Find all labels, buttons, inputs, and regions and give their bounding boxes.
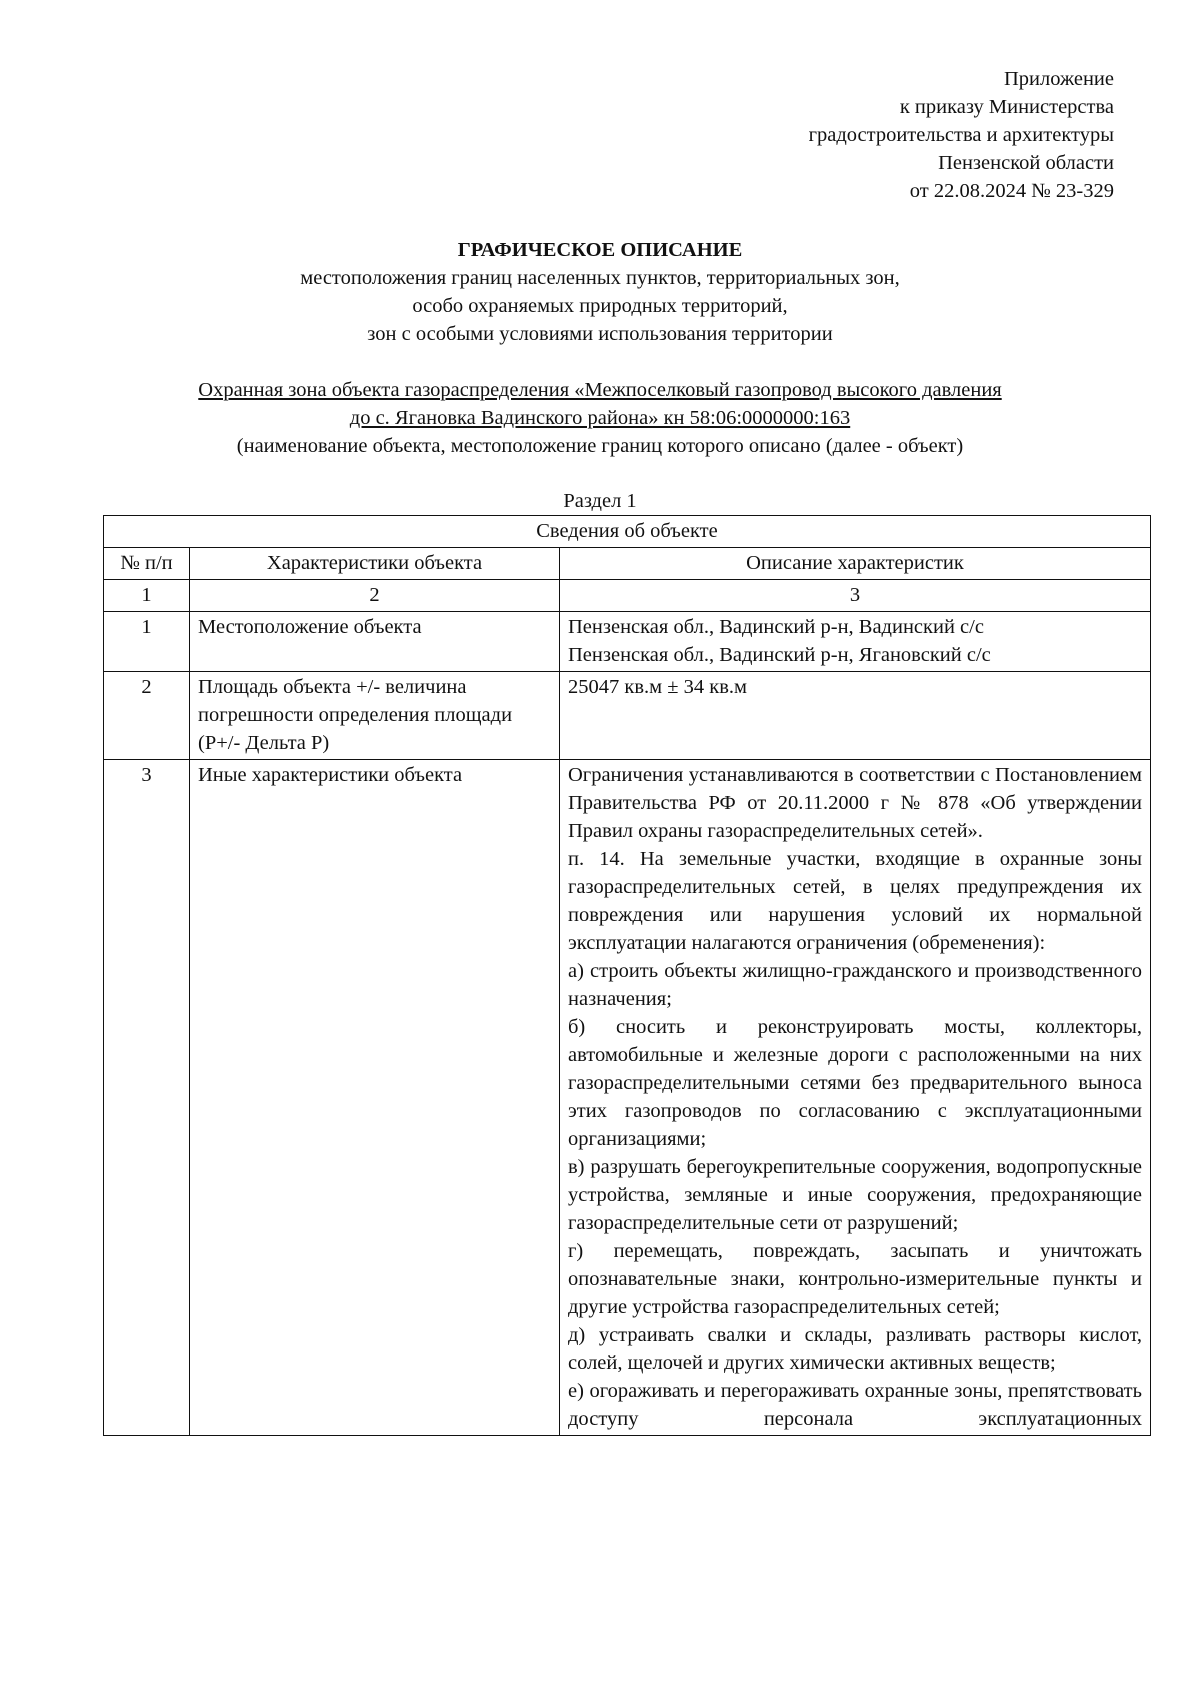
table-row bbox=[104, 760, 1151, 1436]
column-number: 3 bbox=[560, 580, 1151, 612]
table-row bbox=[104, 672, 1151, 760]
section-label: Раздел 1 bbox=[563, 490, 637, 512]
description-paragraph: в) разрушать берегоукрепительные сооружения, водопропускные устройства, земляные и иные сооружения, предохраняющие газораспределительные сети от разрушений; bbox=[568, 1156, 1142, 1234]
row-characteristic: Площадь объекта +/- величина погрешности определения площади (Р+/- Дельта Р) bbox=[190, 672, 560, 760]
description-line: Пензенская обл., Вадинский р-н, Вадинский с/с bbox=[568, 616, 984, 638]
description-paragraph: п. 14. На земельные участки, входящие в охранные зоны газораспределительных сетей, в целях предупреждения их повреждения или нарушения условий их нормальной эксплуатации налагаются ограничения (обременения): bbox=[568, 848, 1142, 954]
object-name-line: Охранная зона объекта газораспределения «Межпоселковый газопровод высокого давления bbox=[198, 379, 1002, 401]
description-paragraph: Ограничения устанавливаются в соответствии с Постановлением Правительства РФ от 20.11.2000 г № 878 «Об утверждении Правил охраны газораспределительных сетей». bbox=[568, 764, 1142, 842]
row-description bbox=[560, 760, 1151, 1436]
header-num: № п/п bbox=[104, 548, 190, 580]
document-title bbox=[0, 236, 1200, 348]
description-paragraph: а) строить объекты жилищно-гражданского и производственного назначения; bbox=[568, 960, 1142, 1010]
object-name-line: до с. Ягановка Вадинского района» кн 58:06:0000000:163 bbox=[349, 407, 851, 429]
description-paragraph: е) огораживать и перегораживать охранные зоны, препятствовать доступу персонала эксплуатационных bbox=[568, 1380, 1142, 1430]
row-num: 1 bbox=[104, 612, 190, 672]
header-description: Описание характеристик bbox=[560, 548, 1151, 580]
table-row bbox=[104, 612, 1151, 672]
column-number-row bbox=[104, 580, 1151, 612]
description-line: Пензенская обл., Вадинский р-н, Ягановский с/с bbox=[568, 644, 991, 666]
description-paragraph: б) сносить и реконструировать мосты, коллекторы, автомобильные и железные дороги с расположенными на них газораспределительными сетями без предварительного выноса этих газопроводов по согласованию с эксплуатационными организациями; bbox=[568, 1016, 1142, 1150]
appendix-line: градостроительства и архитектуры bbox=[808, 124, 1114, 146]
appendix-line: Пензенской области bbox=[938, 152, 1114, 174]
appendix-header bbox=[514, 65, 1114, 205]
subtitle-line: зон с особыми условиями использования территории bbox=[367, 323, 833, 345]
appendix-line: к приказу Министерства bbox=[899, 96, 1114, 118]
main-title: ГРАФИЧЕСКОЕ ОПИСАНИЕ bbox=[457, 239, 743, 261]
table-title: Сведения об объекте bbox=[104, 516, 1151, 548]
appendix-line: Приложение bbox=[1003, 68, 1114, 90]
header-characteristic: Характеристики объекта bbox=[190, 548, 560, 580]
column-number: 1 bbox=[104, 580, 190, 612]
object-caption: (наименование объекта, местоположение границ которого описано (далее - объект) bbox=[236, 435, 964, 457]
object-name-block bbox=[0, 376, 1200, 460]
table-header-row bbox=[104, 548, 1151, 580]
object-info-table bbox=[103, 515, 1151, 1436]
row-characteristic: Местоположение объекта bbox=[190, 612, 560, 672]
subtitle-line: местоположения границ населенных пунктов, территориальных зон, bbox=[300, 267, 900, 289]
appendix-line: от 22.08.2024 № 23-329 bbox=[909, 180, 1114, 202]
table-title-row bbox=[104, 516, 1151, 548]
row-num: 2 bbox=[104, 672, 190, 760]
description-paragraph: г) перемещать, повреждать, засыпать и уничтожать опознавательные знаки, контрольно-измерительные пункты и другие устройства газораспределительных сетей; bbox=[568, 1240, 1142, 1318]
row-description: 25047 кв.м ± 34 кв.м bbox=[560, 672, 1151, 760]
subtitle-line: особо охраняемых природных территорий, bbox=[412, 295, 788, 317]
column-number: 2 bbox=[190, 580, 560, 612]
row-description bbox=[560, 612, 1151, 672]
description-paragraph: д) устраивать свалки и склады, разливать растворы кислот, солей, щелочей и других химически активных веществ; bbox=[568, 1324, 1142, 1374]
row-characteristic: Иные характеристики объекта bbox=[190, 760, 560, 1436]
row-num: 3 bbox=[104, 760, 190, 1436]
